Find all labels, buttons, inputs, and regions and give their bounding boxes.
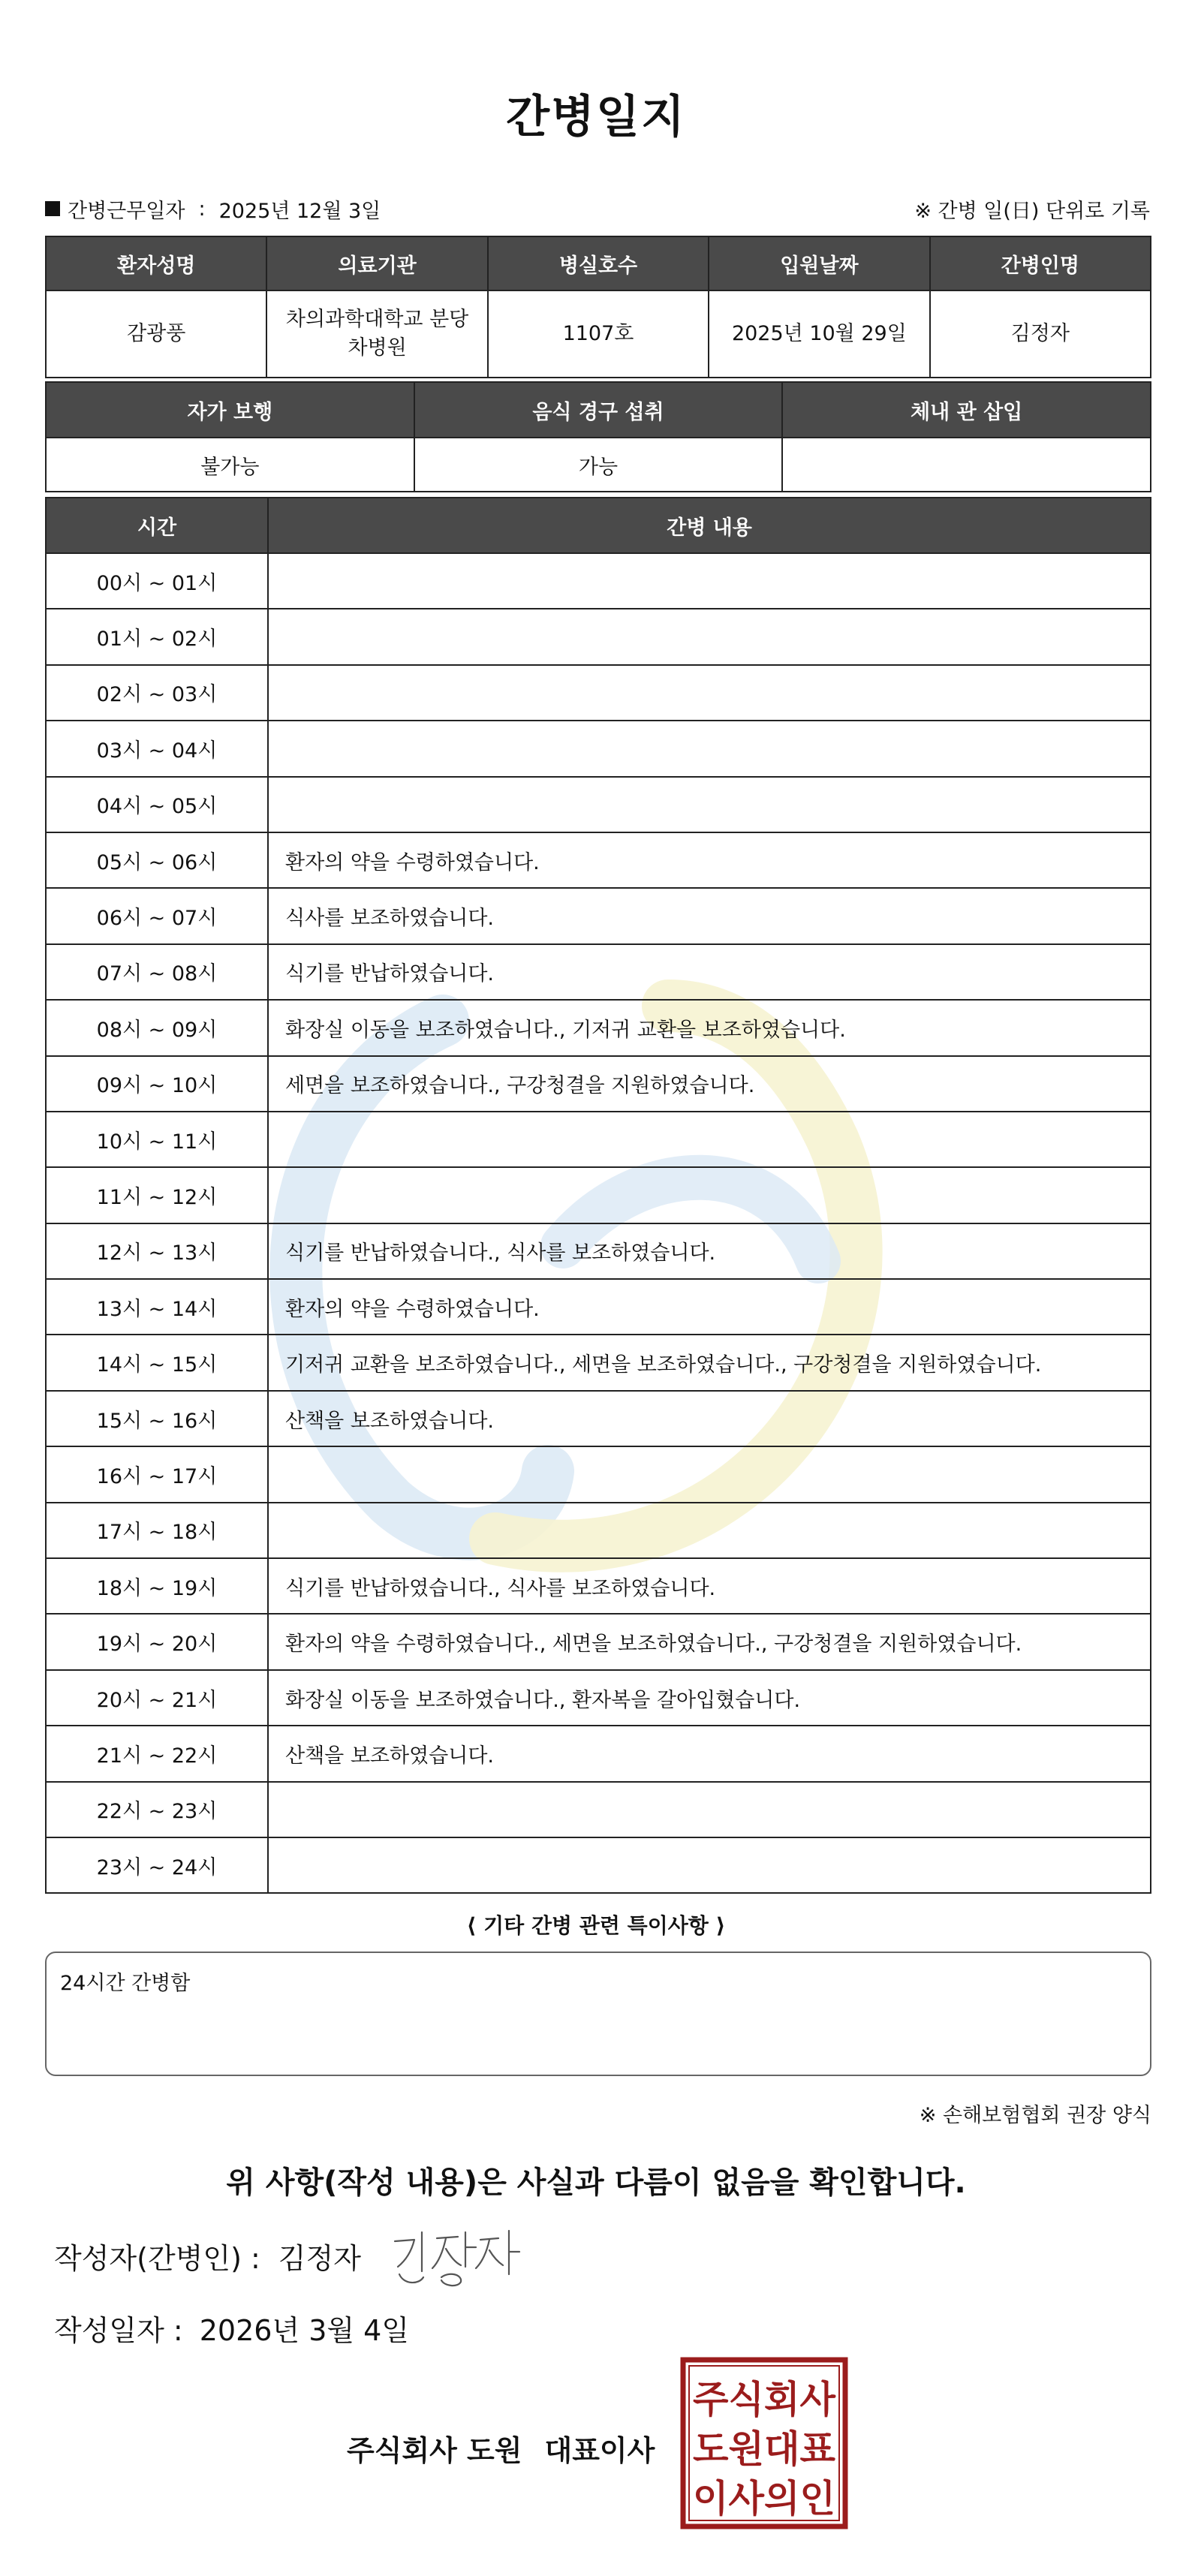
time-cell: 16시 ~ 17시 [46,1446,268,1502]
seal-line-2: 도원대표 [693,2427,836,2471]
admission-date: 2025년 10월 29일 [709,290,929,378]
patient-header-row [46,236,1151,290]
table-row [46,1558,1151,1614]
square-bullet-icon [45,201,60,216]
status-value-row [46,438,1151,492]
content-cell [268,553,1151,609]
work-date-value: 2025년 12월 3일 [218,199,381,223]
content-cell: 기저귀 교환을 보조하였습니다., 세면을 보조하였습니다., 구강청결을 지원하였습니다. [268,1335,1151,1390]
remarks-box [45,1952,1151,2076]
header-room: 병실호수 [488,236,709,290]
time-cell: 14시 ~ 15시 [46,1335,268,1390]
header-patient-name: 환자성명 [46,236,266,290]
header-hospital: 의료기관 [266,236,487,290]
handwritten-signature [389,2222,524,2289]
written-date-row [54,2307,409,2349]
content-cell [268,1112,1151,1167]
work-date-label: 간병근무일자 [68,199,185,223]
table-row [46,832,1151,888]
content-cell [268,777,1151,832]
patient-value-row [46,290,1151,378]
time-cell: 04시 ~ 05시 [46,777,268,832]
writer-name: 김정자 [278,2242,361,2275]
content-cell [268,665,1151,721]
seal-line-1: 주식회사 [693,2378,836,2421]
content-cell: 세면을 보조하였습니다., 구강청결을 지원하였습니다. [268,1056,1151,1112]
table-row [46,609,1151,664]
header-caregiver: 간병인명 [930,236,1151,290]
content-cell: 환자의 약을 수령하였습니다. [268,832,1151,888]
time-cell: 19시 ~ 20시 [46,1614,268,1669]
page-title: 간병일지 [506,91,686,143]
time-cell: 02시 ~ 03시 [46,665,268,721]
content-cell: 환자의 약을 수령하였습니다., 세면을 보조하였습니다., 구강청결을 지원하였습니다. [268,1614,1151,1669]
content-cell [268,1782,1151,1837]
written-date-value: 2026년 3월 4일 [199,2314,410,2347]
company-role: 대표이사 [544,2434,655,2467]
time-cell: 06시 ~ 07시 [46,888,268,943]
header-oral-intake: 음식 경구 섭취 [414,382,783,438]
time-cell: 22시 ~ 23시 [46,1782,268,1837]
content-cell: 화장실 이동을 보조하였습니다., 기저귀 교환을 보조하였습니다. [268,1000,1151,1055]
header-admission-date: 입원날짜 [709,236,929,290]
time-cell: 05시 ~ 06시 [46,832,268,888]
writer-row [54,2235,361,2277]
table-row [46,721,1151,776]
company-seal-stamp [680,2357,848,2529]
time-cell: 13시 ~ 14시 [46,1279,268,1335]
table-row [46,1726,1151,1781]
caregiver-name: 김정자 [930,290,1151,378]
table-row [46,1223,1151,1279]
table-row [46,1837,1151,1893]
content-cell: 식기를 반납하였습니다., 식사를 보조하였습니다. [268,1223,1151,1279]
table-row [46,1503,1151,1558]
content-cell [268,1837,1151,1893]
table-row [46,777,1151,832]
confirmation-statement: 위 사항(작성 내용)은 사실과 다름이 없음을 확인합니다. [226,2165,966,2200]
patient-name: 감광풍 [46,290,266,378]
remarks-title: ⟨ 기타 간병 관련 특이사항 ⟩ [466,1913,726,1938]
content-cell [268,721,1151,776]
table-row [46,944,1151,1000]
time-cell: 09시 ~ 10시 [46,1056,268,1112]
remarks-text: 24시간 간병함 [60,1972,191,1995]
work-date [45,194,381,224]
oral-intake-value: 가능 [414,438,783,492]
time-cell: 08시 ~ 09시 [46,1000,268,1055]
table-row [46,553,1151,609]
time-cell: 11시 ~ 12시 [46,1167,268,1223]
content-cell: 식기를 반납하였습니다. [268,944,1151,1000]
table-row [46,1335,1151,1390]
table-row [46,1782,1151,1837]
content-cell [268,1503,1151,1558]
time-cell: 23시 ~ 24시 [46,1837,268,1893]
record-unit-note: ※ 간병 일(日) 단위로 기록 [914,199,1150,223]
tube-insertion-value [782,438,1151,492]
time-cell: 07시 ~ 08시 [46,944,268,1000]
company-name: 주식회사 도원 [347,2434,522,2467]
time-cell: 03시 ~ 04시 [46,721,268,776]
table-row [46,1279,1151,1335]
time-cell: 00시 ~ 01시 [46,553,268,609]
hospital-name: 차의과학대학교 분당 차병원 [266,290,487,378]
table-row [46,1167,1151,1223]
writer-label: 작성자(간병인) : [54,2242,260,2275]
time-cell: 20시 ~ 21시 [46,1670,268,1726]
time-cell: 01시 ~ 02시 [46,609,268,664]
table-row [46,1446,1151,1502]
content-cell: 화장실 이동을 보조하였습니다., 환자복을 갈아입혔습니다. [268,1670,1151,1726]
header-time: 시간 [46,498,268,553]
patient-status-table [45,381,1151,492]
form-note: ※ 손해보험협회 권장 양식 [919,2104,1151,2127]
log-header-row [46,498,1151,553]
table-row [46,1056,1151,1112]
time-cell: 12시 ~ 13시 [46,1223,268,1279]
table-row [46,1112,1151,1167]
content-cell: 환자의 약을 수령하였습니다. [268,1279,1151,1335]
content-cell: 산책을 보조하였습니다. [268,1726,1151,1781]
time-cell: 15시 ~ 16시 [46,1391,268,1446]
room-number: 1107호 [488,290,709,378]
work-date-separator: : [198,197,206,221]
time-cell: 17시 ~ 18시 [46,1503,268,1558]
table-row [46,1614,1151,1669]
table-row [46,665,1151,721]
header-tube-insertion: 체내 관 삽입 [782,382,1151,438]
content-cell: 식기를 반납하였습니다., 식사를 보조하였습니다. [268,1558,1151,1614]
table-row [46,888,1151,943]
content-cell: 산책을 보조하였습니다. [268,1391,1151,1446]
content-cell [268,1167,1151,1223]
time-cell: 21시 ~ 22시 [46,1726,268,1781]
table-row [46,1670,1151,1726]
table-row [46,1391,1151,1446]
self-walking-value: 불가능 [46,438,414,492]
content-cell [268,609,1151,664]
time-cell: 18시 ~ 19시 [46,1558,268,1614]
written-date-label: 작성일자 : [54,2314,183,2347]
content-cell [268,1446,1151,1502]
header-care-content: 간병 내용 [268,498,1151,553]
time-cell: 10시 ~ 11시 [46,1112,268,1167]
care-log-table [45,497,1151,1894]
status-header-row [46,382,1151,438]
table-row [46,1000,1151,1055]
content-cell: 식사를 보조하였습니다. [268,888,1151,943]
meta-row [45,194,1150,224]
patient-info-table [45,236,1151,378]
header-self-walking: 자가 보행 [46,382,414,438]
seal-line-3: 이사의인 [693,2477,835,2520]
company-signatory [347,2427,655,2469]
